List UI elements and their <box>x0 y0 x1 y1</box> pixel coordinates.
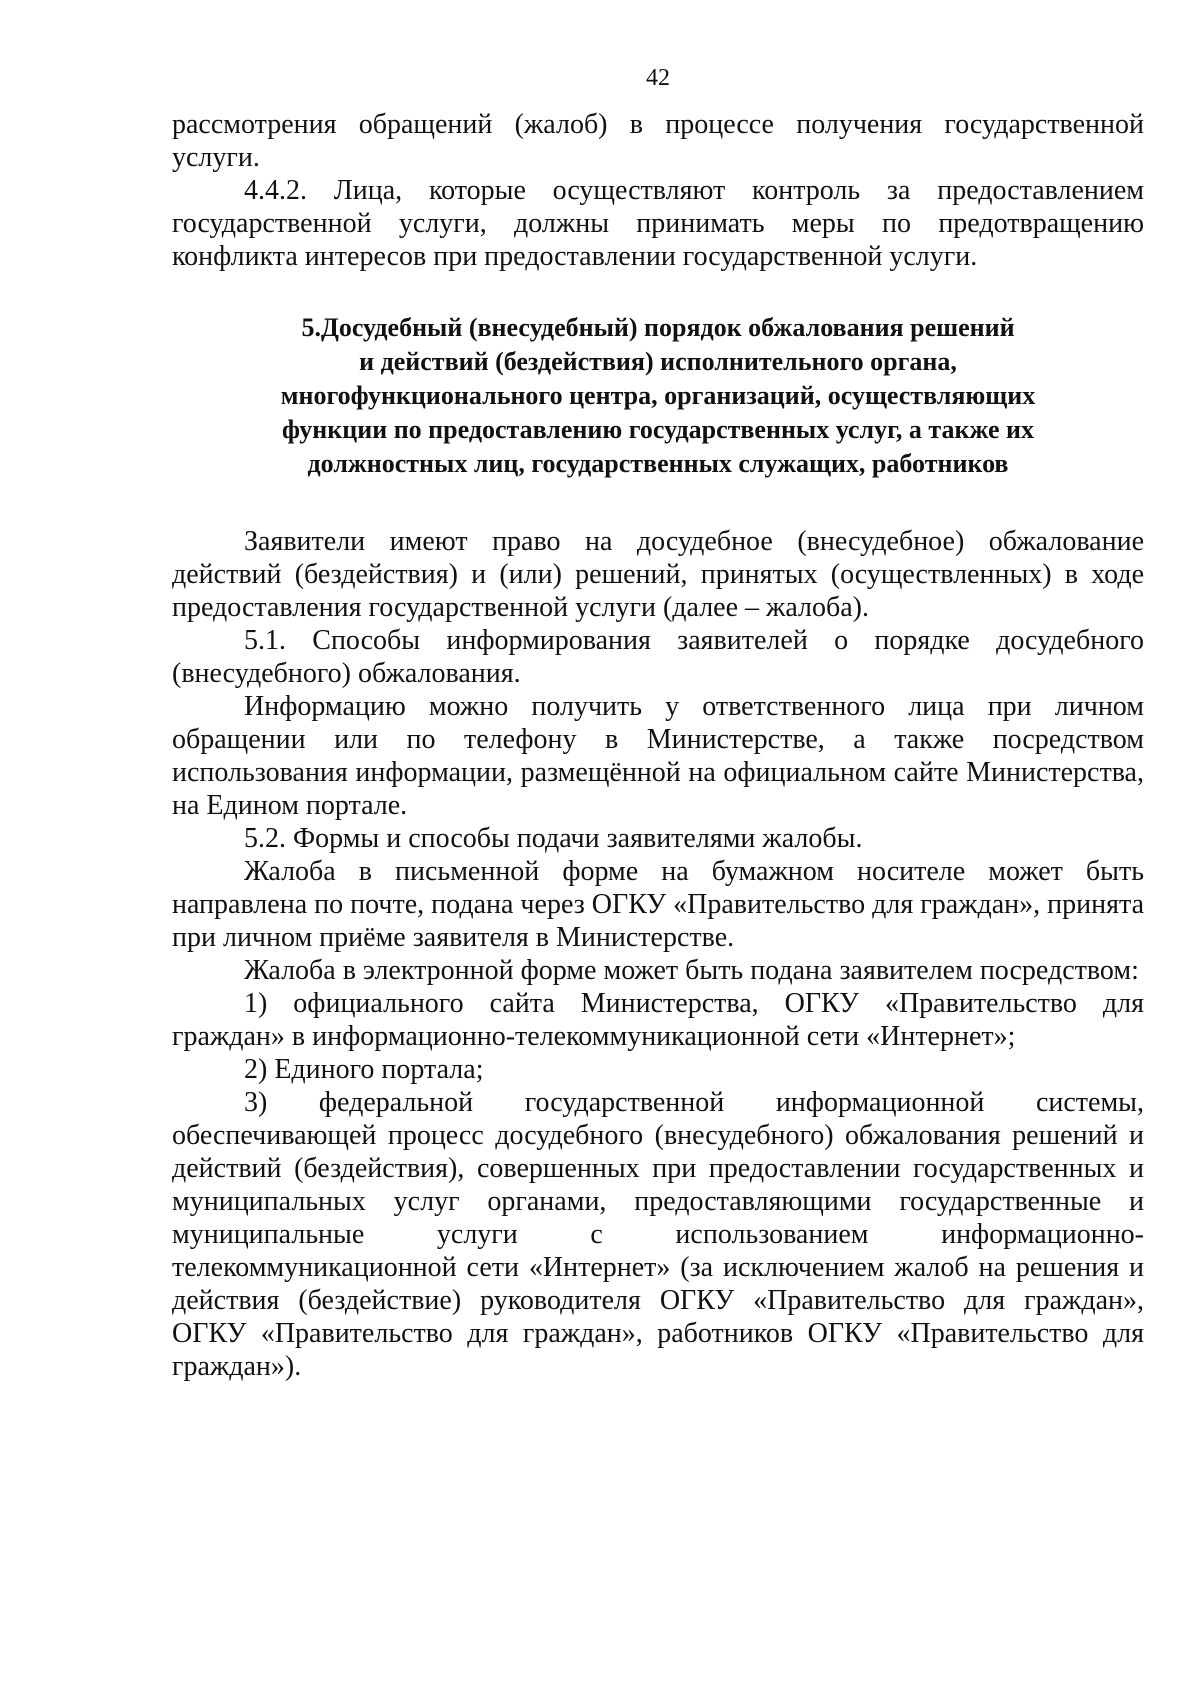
heading-line: многофункционального центра, организаций, осуществляющих <box>280 381 1036 410</box>
paragraph-appeal-right: Заявители имеют право на досудебное (внесудебное) обжалование действий (бездействия) и (или) решений, принятых (осуществленных) в ходе предоставления государственной услуги (далее – жалоба). <box>172 526 1144 623</box>
heading-line: должностных лиц, государственных служащих, работников <box>307 449 1009 478</box>
list-item-single-portal: 2) Единого портала; <box>244 1054 484 1085</box>
paragraph-5-1: 5.1. Способы информирования заявителей о порядке досудебного (внесудебного) обжалования. <box>172 625 1144 689</box>
heading-line: 5.Досудебный (внесудебный) порядок обжалования решений <box>301 313 1015 342</box>
paragraph-continuation: рассмотрения обращений (жалоб) в процессе получения государственной услуги. <box>172 109 1144 173</box>
list-item-official-site: 1) официального сайта Министерства, ОГКУ «Правительство для граждан» в информационно-телекоммуникационной сети «Интернет»; <box>172 988 1144 1052</box>
section-5-heading <box>233 311 1083 481</box>
paragraph-information-source: Информацию можно получить у ответственного лица при личном обращении или по телефону в Министерстве, а также посредством использования информации, размещённой на официальном сайте Министерства, на Едином портале. <box>172 691 1144 821</box>
list-item-federal-system: 3) федеральной государственной информационной системы, обеспечивающей процесс досудебного (внесудебного) обжалования решений и действий (бездействия), совершенных при предоставлении государственных и муниципальных услуг органами, предоставляющими государственные и муниципальные услуги с использованием информационно-телекоммуникационной сети «Интернет» (за исключением жалоб на решения и действия (бездействие) руководителя ОГКУ «Правительство для граждан», ОГКУ «Правительство для граждан», работников ОГКУ «Правительство для граждан»). <box>172 1087 1144 1382</box>
page-number: 42 <box>646 65 670 91</box>
document-page <box>172 62 1144 1662</box>
paragraph-5-2: 5.2. Формы и способы подачи заявителями жалобы. <box>244 823 863 854</box>
paragraph-electronic-complaint: Жалоба в электронной форме может быть подана заявителем посредством: <box>244 955 1139 986</box>
paragraph-paper-complaint: Жалоба в письменной форме на бумажном носителе может быть направлена по почте, подана через ОГКУ «Правительство для граждан», принята при личном приёме заявителя в Министерстве. <box>172 856 1144 953</box>
paragraph-4-4-2: 4.4.2. Лица, которые осуществляют контроль за предоставлением государственной услуги, должны принимать меры по предотвращению конфликта интересов при предоставлении государственной услуги. <box>172 175 1144 272</box>
heading-line: функции по предоставлению государственных услуг, а также их <box>281 415 1035 444</box>
heading-line: и действий (бездействия) исполнительного органа, <box>359 347 957 376</box>
